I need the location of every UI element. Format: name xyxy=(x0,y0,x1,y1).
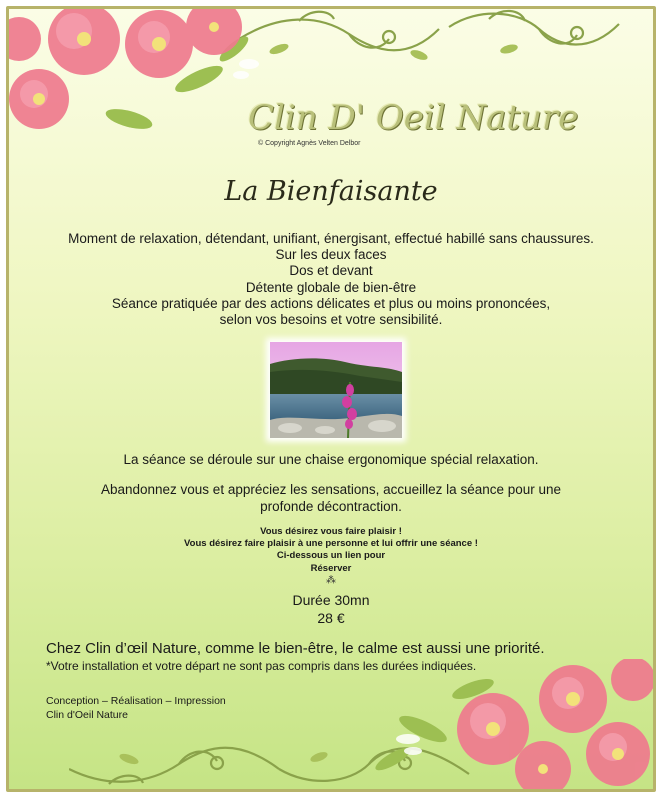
vine-ornament-top xyxy=(239,9,649,69)
invitation-line: Abandonnez vous et appréciez les sensations, accueillez la séance pour une xyxy=(100,482,562,497)
gift-line: Vous désirez vous faire plaisir ! xyxy=(260,526,402,537)
chair-info: La séance se déroule sur une chaise ergonomique spécial relaxation. xyxy=(123,452,539,467)
description-line: Sur les deux faces xyxy=(275,247,387,263)
gift-line: Ci-dessous un lien pour xyxy=(276,550,386,562)
priority-statement: Chez Clin d’œil Nature, comme le bien-être, le calme est aussi une priorité. xyxy=(46,640,545,657)
ornament-icon: ⁂ xyxy=(326,575,336,586)
description-line: Détente globale de bien-être xyxy=(245,279,417,295)
flower-decoration-top-left xyxy=(9,9,259,149)
invitation-line: profonde décontraction. xyxy=(260,499,402,514)
service-title: La Bienfaisante xyxy=(224,176,438,207)
credits xyxy=(46,694,226,722)
copyright-notice: © Copyright Agnès Velten Delbor xyxy=(258,140,361,147)
flower-decoration-bottom-right xyxy=(363,659,653,789)
duration-note: *Votre installation et votre départ ne sont pas compris dans les durées indiquées. xyxy=(46,659,477,673)
session-duration: Durée 30mn xyxy=(292,592,370,608)
description-line: Dos et devant xyxy=(289,263,373,279)
description-line: Séance pratiquée par des actions délicates et plus ou moins prononcées, xyxy=(111,295,551,311)
gift-message xyxy=(0,526,662,575)
description-line: selon vos besoins et votre sensibilité. xyxy=(219,312,443,328)
relaxation-invitation xyxy=(0,481,662,515)
service-description xyxy=(0,231,662,328)
pricing xyxy=(0,591,662,627)
gift-line: Vous désirez faire plaisir à une personne et lui offrir une séance ! xyxy=(184,538,478,550)
reserve-link[interactable]: Réserver xyxy=(310,562,352,574)
brand-logo: Clin D' Oeil Nature xyxy=(248,98,579,138)
description-line: Moment de relaxation, détendant, unifiant, énergisant, effectué habillé sans chaussures. xyxy=(68,231,594,246)
session-price: 28 € xyxy=(317,610,345,626)
lake-photo xyxy=(270,342,402,438)
credits-line: Conception – Réalisation – Impression xyxy=(46,695,226,707)
credits-line: Clin d'Oeil Nature xyxy=(46,709,128,721)
